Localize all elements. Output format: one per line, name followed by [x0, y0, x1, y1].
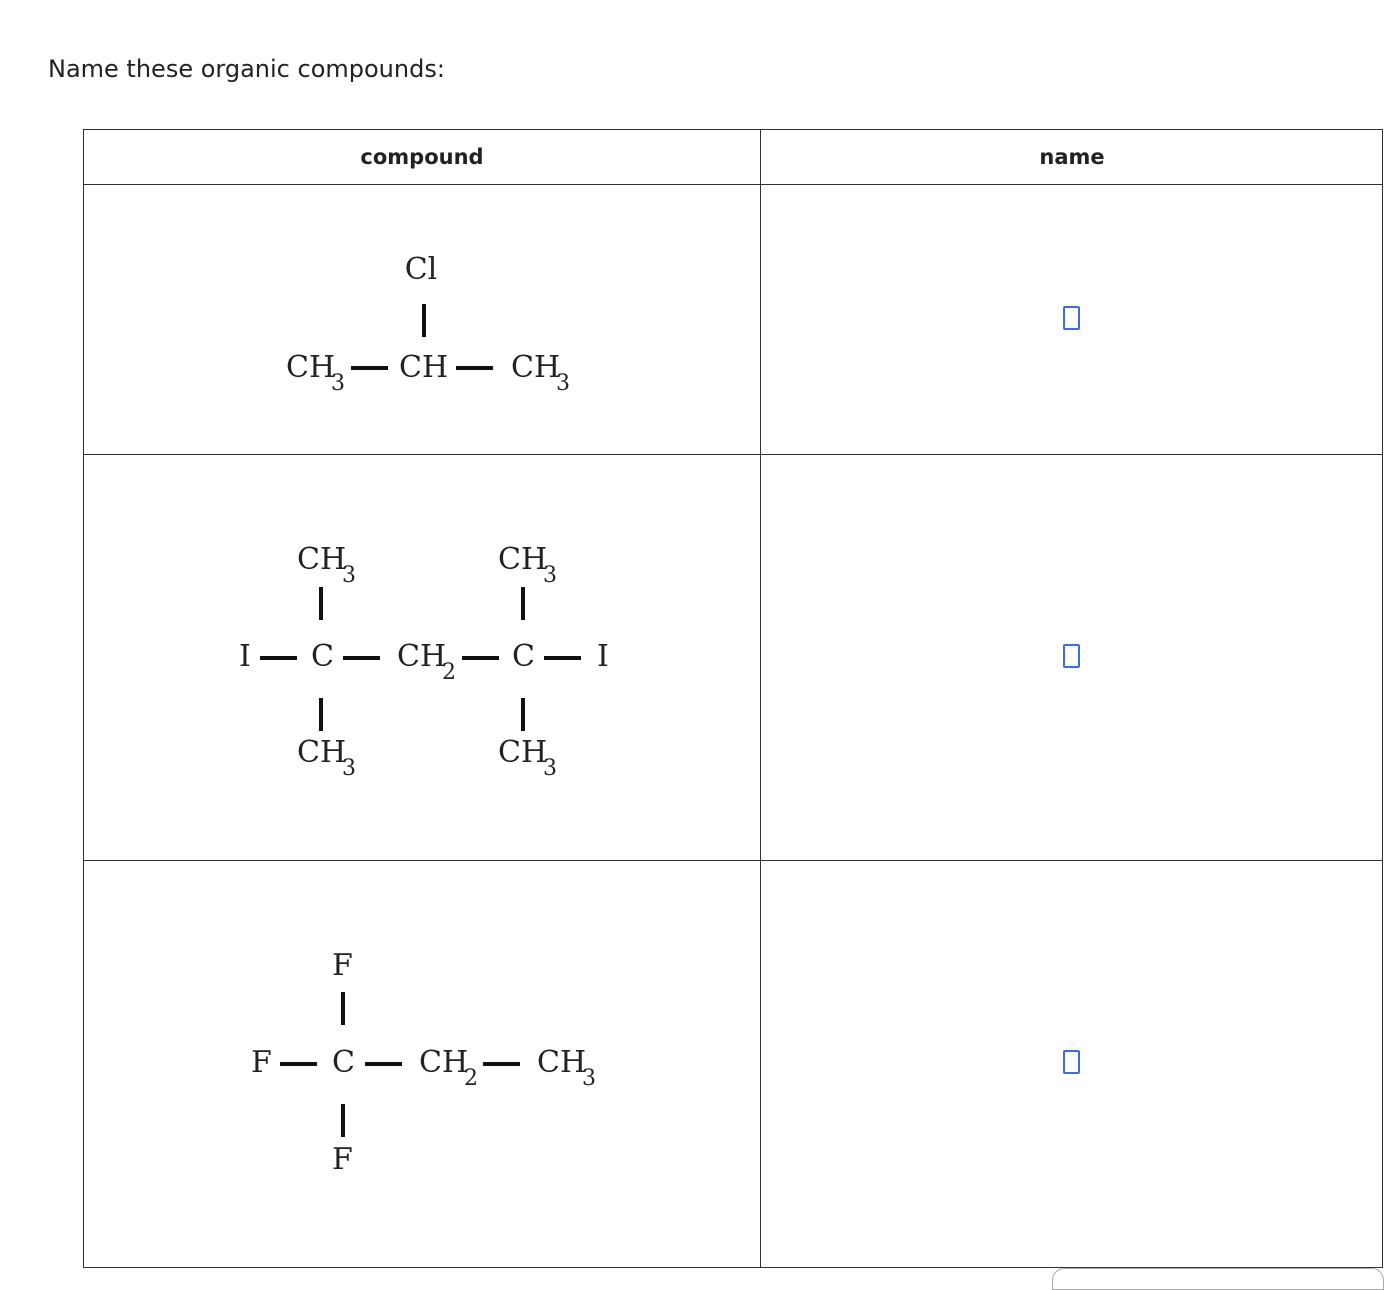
subscript: 3 — [342, 756, 356, 781]
compound-cell-1 — [84, 185, 760, 454]
group-label: CH — [498, 542, 548, 577]
atom-label: F — [332, 1142, 353, 1177]
atom-label: I — [597, 639, 609, 674]
structure-trifluoropropane — [84, 861, 760, 1267]
subscript: 2 — [442, 660, 456, 685]
column-header-compound: compound — [360, 145, 484, 169]
subscript: 3 — [342, 563, 356, 588]
atom-label: I — [239, 639, 251, 674]
subscript: 3 — [543, 563, 557, 588]
group-label: CH — [297, 735, 347, 770]
atom-label: Cl — [404, 252, 438, 287]
group-label: CH — [286, 350, 336, 385]
compound-table — [83, 129, 1383, 1268]
answer-input-2[interactable] — [1063, 644, 1080, 668]
atom-label: C — [512, 639, 535, 674]
atom-label: C — [332, 1045, 355, 1080]
atom-label: F — [332, 948, 353, 983]
atom-label: C — [311, 639, 334, 674]
group-label: CH — [419, 1045, 469, 1080]
group-label: CH — [511, 350, 561, 385]
question-prompt: Name these organic compounds: — [48, 55, 445, 83]
compound-cell-3 — [84, 861, 760, 1267]
answer-input-1[interactable] — [1063, 306, 1080, 330]
subscript: 3 — [331, 371, 345, 396]
atom-label: F — [251, 1045, 272, 1080]
group-label: CH — [397, 639, 447, 674]
subscript: 2 — [464, 1066, 478, 1091]
bottom-panel-tab[interactable] — [1052, 1268, 1384, 1290]
structure-diiodo-dimethylpentane — [84, 455, 760, 860]
group-label: CH — [399, 350, 449, 385]
subscript: 3 — [543, 756, 557, 781]
subscript: 3 — [582, 1066, 596, 1091]
column-divider — [760, 130, 761, 1267]
structure-2-chloropropane — [84, 185, 760, 454]
subscript: 3 — [556, 371, 570, 396]
group-label: CH — [537, 1045, 587, 1080]
answer-input-3[interactable] — [1063, 1050, 1080, 1074]
group-label: CH — [498, 735, 548, 770]
column-header-name: name — [1039, 145, 1105, 169]
compound-cell-2 — [84, 455, 760, 860]
group-label: CH — [297, 542, 347, 577]
